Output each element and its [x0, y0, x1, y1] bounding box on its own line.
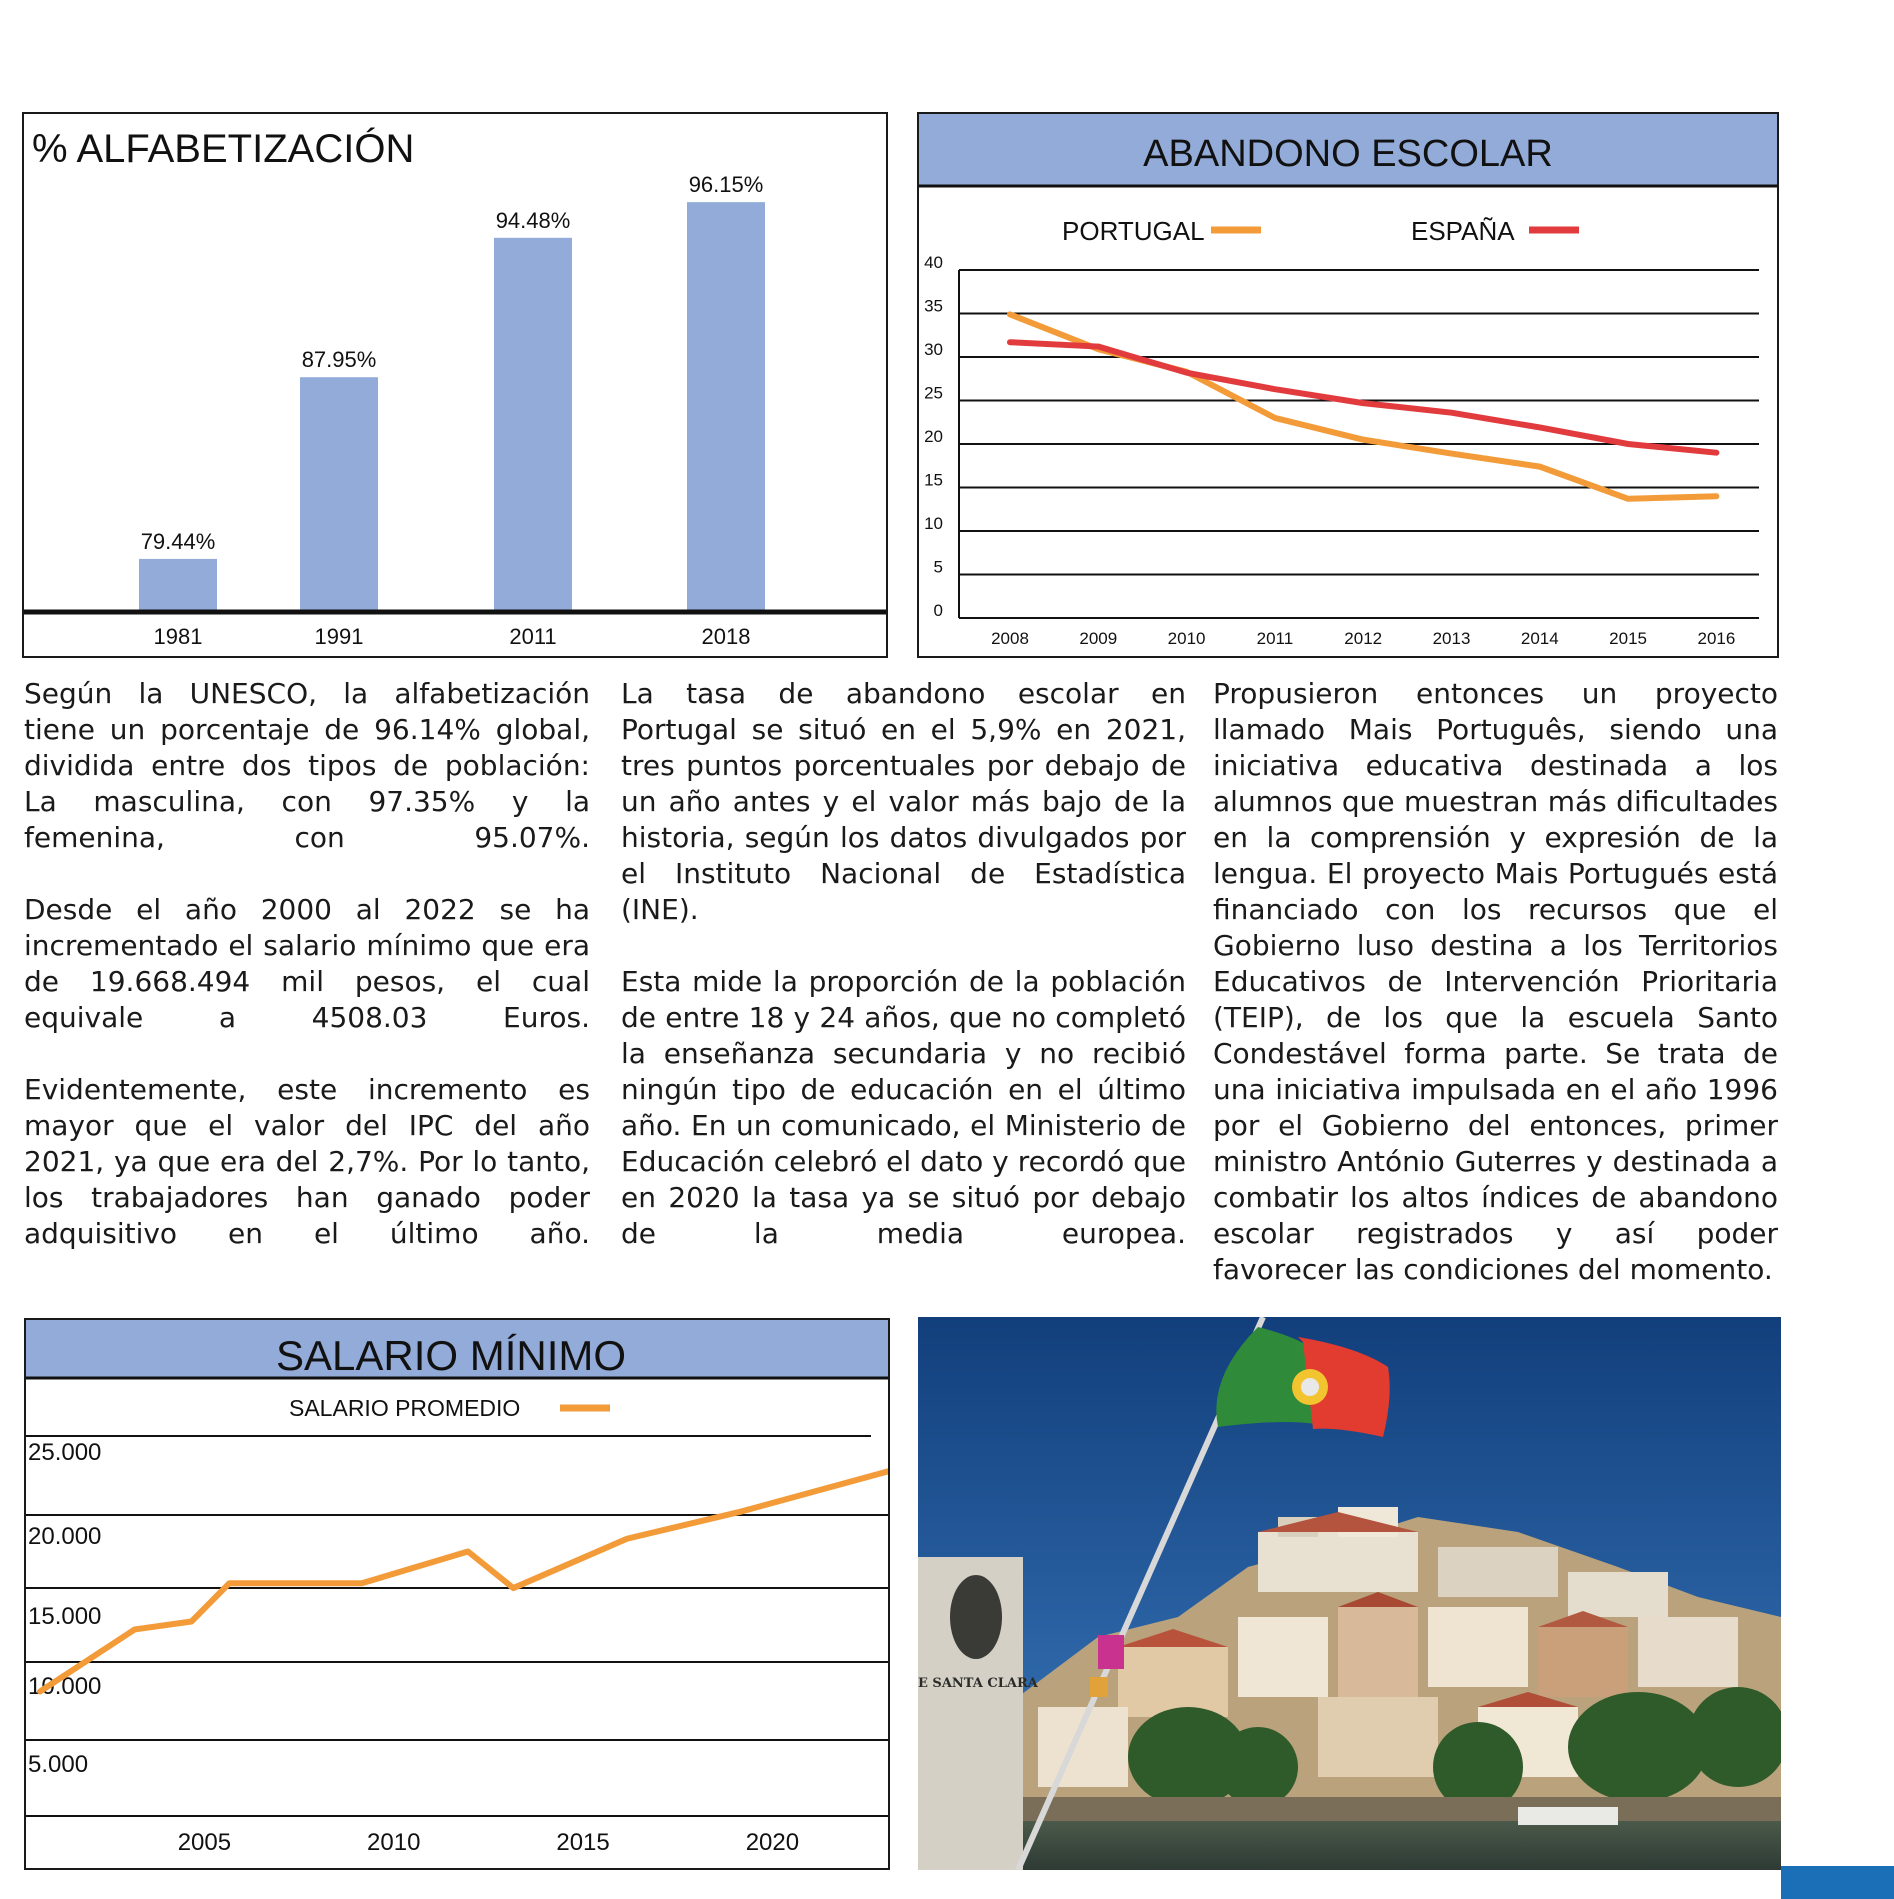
literacy-value-label-1991: 87.95%	[301, 347, 377, 373]
literacy-value-label-2011: 94.48%	[495, 207, 571, 233]
dropout-y-tick-10: 10	[924, 514, 943, 533]
wage-line-salario-promedio	[40, 1470, 888, 1691]
page-corner-tab	[1781, 1866, 1894, 1899]
dropout-y-tick-0: 0	[933, 601, 943, 620]
wage-y-tick-25.000: 25.000	[28, 1439, 102, 1466]
dropout-x-tick-2011: 2011	[1256, 629, 1294, 648]
dropout-x-tick-2010: 2010	[1167, 629, 1206, 648]
purchasing-power-paragraph: Evidentemente, este incremento es mayor que el valor del IPC del año 2021, ya que era del 2,7%. Por lo tanto, los trabajadores han ganado poder adquisitivo en el último año.	[24, 1073, 590, 1250]
literacy-chart-svg	[24, 114, 886, 656]
wage-y-tick-10.000: 10.000	[28, 1673, 102, 1700]
dropout-y-tick-15: 15	[924, 470, 943, 490]
dropout-x-tick-2009: 2009	[1079, 629, 1118, 648]
text-column-2	[621, 676, 1186, 1252]
wage-x-tick-2005: 2005	[177, 1829, 232, 1856]
wage-y-tick-15.000: 15.000	[28, 1603, 102, 1630]
literacy-bar-2018	[687, 202, 765, 611]
literacy-bar-1981	[139, 559, 217, 611]
literacy-year-label-2011: 2011	[509, 624, 557, 649]
text-column-1	[24, 676, 590, 1252]
dropout-rate-paragraph: La tasa de abandono escolar en Portugal se situó en el 5,9% en 2021, tres puntos porcentuales por debajo de un año antes y el valor más bajo de la historia, según los datos divulgados por el Instituto Nacional de Estadística (INE).	[621, 677, 1186, 926]
coimbra-photo	[918, 1317, 1781, 1870]
wage-legend-label: SALARIO PROMEDIO	[289, 1395, 521, 1421]
dropout-y-tick-40: 40	[924, 253, 943, 272]
minimum-wage-chart	[24, 1318, 890, 1870]
literacy-chart-title: % ALFABETIZACIÓN	[32, 127, 415, 171]
dropout-x-tick-2014: 2014	[1520, 629, 1559, 648]
wage-y-tick-5.000: 5.000	[28, 1751, 89, 1778]
literacy-bar-2011	[494, 238, 572, 611]
dropout-x-tick-2015: 2015	[1609, 629, 1648, 648]
dropout-legend-label-portugal: PORTUGAL	[1062, 216, 1205, 246]
minimum-wage-chart-svg	[26, 1320, 888, 1868]
dropout-y-tick-35: 35	[924, 296, 943, 316]
dropout-chart	[917, 112, 1779, 658]
dropout-chart-title: ABANDONO ESCOLAR	[1143, 133, 1553, 175]
wage-x-tick-2010: 2010	[367, 1829, 421, 1856]
literacy-chart	[22, 112, 888, 658]
dropout-x-tick-2012: 2012	[1344, 629, 1383, 648]
dropout-x-tick-2016: 2016	[1697, 629, 1736, 648]
dropout-y-tick-20: 20	[924, 427, 943, 446]
literacy-year-label-2018: 2018	[701, 624, 751, 649]
dropout-line-portugal	[1010, 314, 1716, 498]
wage-x-tick-2020: 2020	[745, 1829, 800, 1856]
coat-of-arms	[950, 1575, 1002, 1659]
dropout-x-tick-2008: 2008	[991, 629, 1029, 648]
boat	[1518, 1807, 1618, 1825]
dropout-legend-label-españa: ESPAÑA	[1411, 216, 1515, 246]
text-column-3	[1213, 676, 1778, 1288]
literacy-year-label-1981: 1981	[153, 624, 203, 649]
literacy-paragraph: Según la UNESCO, la alfabetización tiene un porcentaje de 96.14% global, dividida entre dos tipos de población: La masculina, con 97.35% y la femenina, con 95.07%.	[24, 677, 590, 854]
mais-portugues-paragraph: Propusieron entonces un proyecto llamado Mais Português, siendo una iniciativa educativa destinada a los alumnos que muestran más dificultades en la comprensión y expresión de la lengua. El proyecto Mais Portugués está financiado con los recursos que el Gobierno luso destina a los Territorios Educativos de Intervención Prioritaria (TEIP), de los que la escuela Santo Condestável forma parte. Se trata de una iniciativa impulsada en el año 1996 por el Gobierno del entonces, primer ministro António Guterres y destinada a combatir los altos índices de abandono escolar registrados y así poder favorecer las condiciones del momento.	[1213, 677, 1778, 1286]
dropout-chart-svg	[919, 114, 1777, 656]
wage-chart-title: SALARIO MÍNIMO	[275, 1332, 627, 1379]
literacy-value-label-2018: 96.15%	[688, 172, 764, 198]
dropout-y-tick-25: 25	[924, 383, 943, 403]
literacy-year-label-1991: 1991	[314, 624, 364, 649]
literacy-value-label-1981: 79.44%	[140, 528, 216, 554]
river	[918, 1821, 1781, 1870]
dropout-x-tick-2013: 2013	[1432, 629, 1471, 648]
dropout-definition-paragraph: Esta mide la proporción de la población de entre 18 y 24 años, que no completó la enseñanza secundaria y no recibió ningún tipo de educación en el último año. En un comunicado, el Ministerio de Educación celebró el dato y recordó que en 2020 la tasa ya se situó por debajo de la media europea.	[621, 965, 1186, 1250]
wage-x-tick-2015: 2015	[556, 1829, 610, 1856]
pillar-sign: E SANTA CLARA	[918, 1676, 1038, 1691]
dropout-y-tick-30: 30	[924, 340, 943, 359]
wage-y-tick-20.000: 20.000	[28, 1523, 102, 1550]
minimum-wage-paragraph: Desde el año 2000 al 2022 se ha incrementado el salario mínimo que era de 19.668.494 mil pesos, el cual equivale a 4508.03 Euros.	[24, 893, 590, 1034]
literacy-bar-1991	[300, 377, 378, 611]
dropout-y-tick-5: 5	[933, 557, 943, 577]
coimbra-illustration	[918, 1317, 1781, 1870]
dropout-line-españa	[1010, 342, 1716, 452]
embankment	[1018, 1797, 1781, 1821]
